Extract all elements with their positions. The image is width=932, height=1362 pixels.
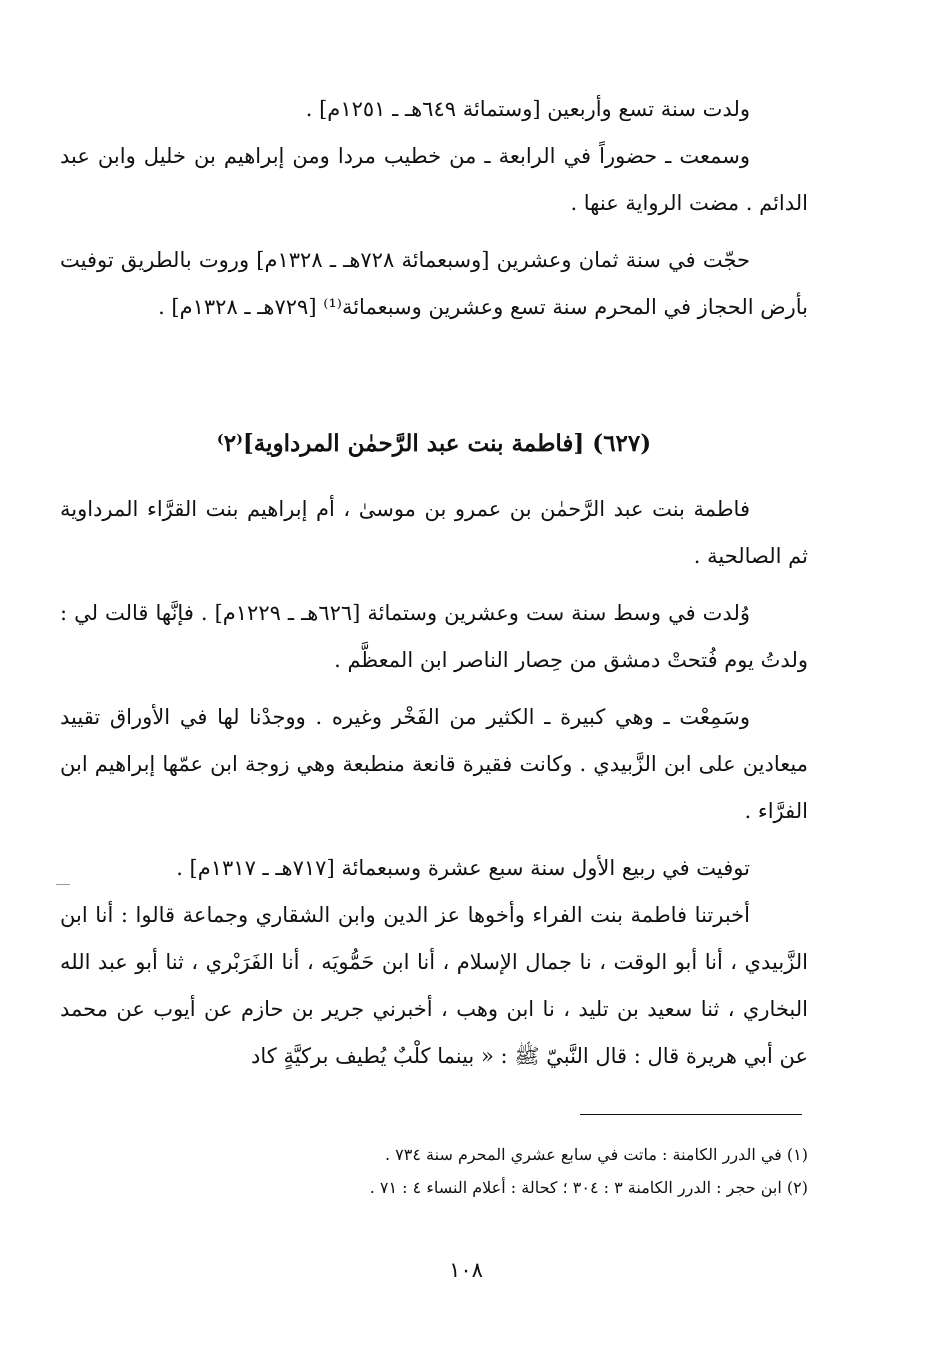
paragraph-born: وُلدت في وسط سنة ست وعشرين وستمائة [٦٢٦هـ ـ ١٢٢٩م] . فإنَّها قالت لي : ولدتُ يوم فُتحتْ دمشق من حِصار الناصر ابن المعظَّم . (60, 601, 808, 672)
footnote-separator (580, 1114, 802, 1115)
entry-text (60, 486, 808, 1080)
margin-mark (56, 884, 70, 885)
footnote-2: (٢) ابن حجر : الدرر الكامنة ٣ : ٣٠٤ ؛ كحالة : أعلام النساء ٤ : ٧١ . (369, 1178, 808, 1197)
footnotes (300, 1138, 808, 1204)
paragraph-name: فاطمة بنت عبد الرَّحمٰن بن عمرو بن موسىٰ ، أم إبراهيم بنت القرَّاء المرداوية ثم الصالحية . (60, 497, 808, 568)
paragraph-heard: وسَمِعْت ـ وهي كبيرة ـ الكثير من الفَخْر وغيره . ووجدْنا لها في الأوراق تقييد ميعادين على ابن الزَّبيدي . وكانت فقيرة قانعة منطبعة وهي زوجة ابن عمّها إبراهيم ابن الفرَّاء . (60, 705, 808, 823)
entry-heading: (٦٢٧) [فاطمة بنت عبد الرَّحمٰن المرداوية]⁽٢⁾ (216, 430, 652, 457)
paragraph-died: توفيت في ربيع الأول سنة سبع عشرة وسبعمائة [٧١٧هـ ـ ١٣١٧م] . (176, 856, 750, 880)
page-number: ١٠٨ (449, 1258, 483, 1282)
paragraph-hadith: أخبرتنا فاطمة بنت الفراء وأخوها عز الدين وابن الشقاري وجماعة قالوا : أنا ابن الزَّبيدي ، أنا أبو الوقت ، نا جمال الإسلام ، أنا ابن حَمُّويَه ، أنا الفَرَبْري ، ثنا أبو عبد الله البخاري ، ثنا سعيد بن تليد ، نا ابن وهب ، أخبرني جرير بن حازم عن أيوب عن محمد عن أبي هريرة قال : قال النَّبيّ ﷺ : « بينما كلْبٌ يُطيف بركيَّةٍ كاد (60, 903, 808, 1068)
footnote-1: (١) في الدرر الكامنة : ماتت في سابع عشري المحرم سنة ٧٣٤ . (385, 1145, 808, 1164)
paragraph-pilgrimage-death: حجّت في سنة ثمان وعشرين [وسبعمائة ٧٢٨هـ ـ ١٣٢٨م] وروت بالطريق توفيت بأرض الحجاز في المحرم سنة تسع وعشرين وسبعمائة⁽¹⁾ [٧٢٩هـ ـ ١٣٢٨م] . (60, 248, 808, 319)
paragraph-birth: ولدت سنة تسع وأربعين [وستمائة ٦٤٩هـ ـ ١٢٥١م] . (305, 97, 750, 121)
previous-entry-text (60, 86, 808, 331)
paragraph-hearing: وسمعت ـ حضوراً في الرابعة ـ من خطيب مردا ومن إبراهيم بن خليل وابن عبد الدائم . مضت الرواية عنها . (60, 144, 808, 215)
